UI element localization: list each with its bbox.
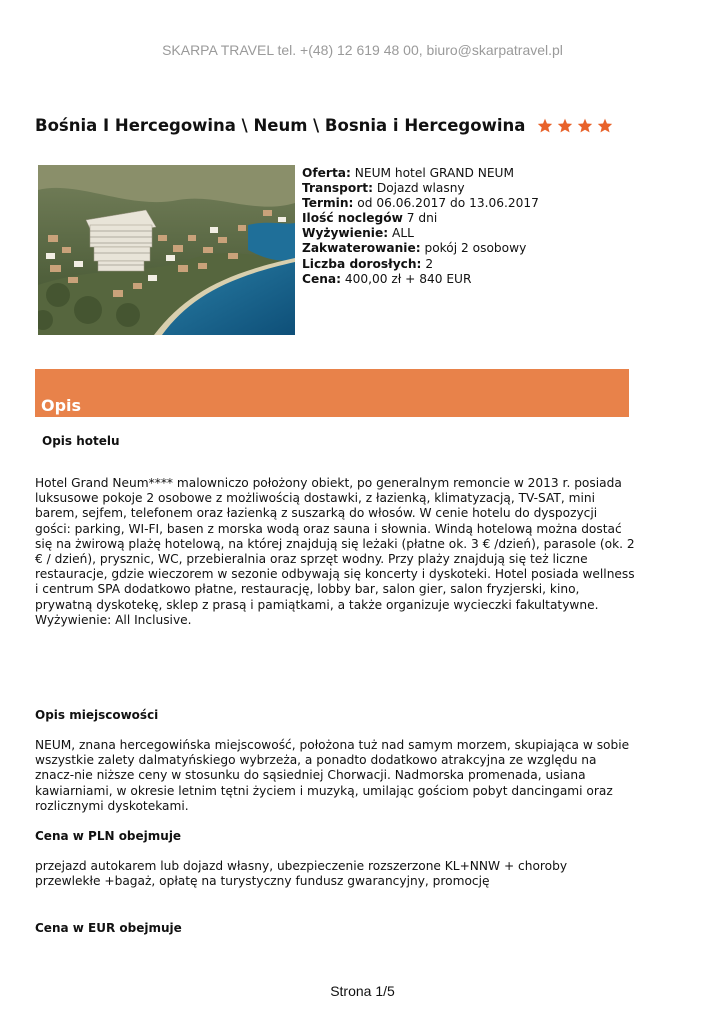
- hotel-coast-photo: [38, 165, 295, 335]
- noclegi-label: Ilość noclegów: [302, 211, 403, 226]
- rating-stars: [537, 118, 613, 133]
- cena-label: Cena:: [302, 271, 341, 286]
- page-title: Bośnia I Hercegowina \ Neum \ Bosnia i Hercegowina: [35, 116, 526, 135]
- termin-value: od 06.06.2017 do 13.06.2017: [357, 196, 539, 211]
- cena-value: 400,00 zł + 840 EUR: [344, 271, 472, 286]
- section-banner: [35, 369, 629, 417]
- transport-row: [302, 181, 539, 196]
- termin-row: [302, 196, 539, 211]
- wyzywienie-value: ALL: [392, 226, 414, 241]
- pln-description: przejazd autokarem lub dojazd własny, ubezpieczenie rozszerzone KL+NNW + choroby przewlekłe +bagaż, opłatę na turystyczny fundusz gwarancyjny, promocję: [35, 859, 568, 889]
- zakwaterowanie-value: pokój 2 osobowy: [424, 241, 527, 256]
- wyzywienie-row: [302, 226, 539, 241]
- title-row: [35, 116, 613, 135]
- section-title: Opis: [41, 396, 82, 415]
- star-icon: [597, 118, 613, 133]
- transport-label: Transport:: [302, 181, 373, 196]
- noclegi-value: 7 dni: [406, 211, 438, 226]
- offer-details: [302, 166, 539, 287]
- transport-value: Dojazd wlasny: [376, 181, 465, 196]
- oferta-value: NEUM hotel GRAND NEUM: [354, 166, 514, 180]
- header-contact: SKARPA TRAVEL tel. +(48) 12 619 48 00, biuro@skarpatravel.pl: [162, 42, 563, 58]
- dorosli-label: Liczba dorosłych:: [302, 256, 422, 271]
- dorosli-value: 2: [425, 256, 434, 271]
- termin-label: Termin:: [302, 196, 354, 211]
- zakwaterowanie-row: [302, 241, 539, 256]
- zakwaterowanie-label: Zakwaterowanie:: [302, 241, 421, 256]
- eur-heading: Cena w EUR obejmuje: [35, 921, 182, 935]
- wyzywienie-label: Wyżywienie:: [302, 226, 389, 241]
- town-description: NEUM, znana hercegowińska miejscowość, położona tuż nad samym morzem, skupiająca w sobie wszystkie zalety dalmatyńskiego wybrzeża, a ponadto dodatkowo atrakcyjna ze względu na znacz-nie niższe ceny w stosunku do sąsiedniej Chorwacji. Nadmorska promenada, usiana kawiarniami, w okresie letnim tętni życiem i muzyką, umilając gościom pobyt dancingami oraz rozlicznymi dyskotekami.: [35, 738, 630, 813]
- star-icon: [577, 118, 593, 133]
- star-icon: [537, 118, 553, 133]
- town-heading: Opis miejscowości: [35, 708, 159, 722]
- dorosli-row: [302, 257, 539, 272]
- cena-row: [302, 272, 539, 287]
- hotel-heading: Opis hotelu: [42, 434, 120, 448]
- page-number: Strona 1/5: [330, 983, 395, 999]
- star-icon: [557, 118, 573, 133]
- offer-row: [302, 166, 539, 181]
- oferta-label: Oferta:: [302, 166, 351, 180]
- noclegi-row: [302, 211, 539, 226]
- hotel-description: Hotel Grand Neum**** malowniczo położony obiekt, po generalnym remoncie w 2013 r. posiada luksusowe pokoje 2 osobowe z możliwością dostawki, z łazienką, klimatyzacją, TV-SAT, mini barem, sejfem, telefonem oraz łazienką z suszarką do włosów. W cenie hotelu do dyspozycji gości: parking, WI-FI, basen z morska wodą oraz sauna i słownia. Windą hotelową można dostać się na żwirową plażę hotelową, na której znajdują się leżaki (płatne ok. 3 € /dzień), parasole (ok. 2 € / dzień), prysznic, WC, przebieralnia oraz sprzęt wodny. Przy plaży znajdują się też liczne restauracje, gdzie wieczorem w sezonie odbywają się koncerty i dyskoteki. Hotel posiada wellness i centrum SPA dodatkowo płatne, restaurację, lobby bar, salon gier, salon fryzjerski, kino, prywatną dyskotekę, sklep z prasą i pamiątkami, a także organizuje wycieczki fakultatywne. Wyżywienie: All Inclusive.: [35, 476, 635, 627]
- pln-heading: Cena w PLN obejmuje: [35, 829, 182, 843]
